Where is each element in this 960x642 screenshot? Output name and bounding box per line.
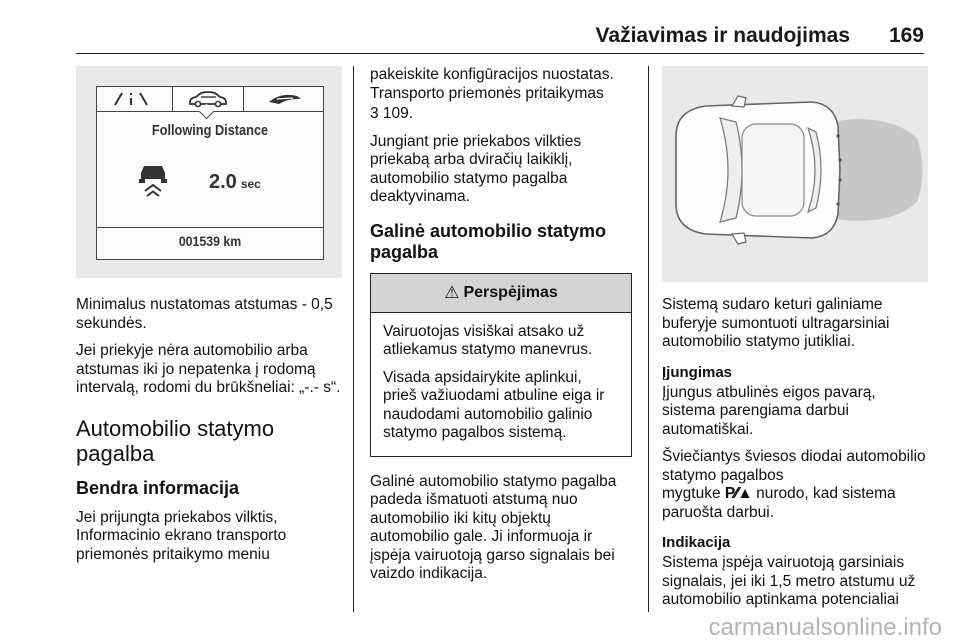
page-reference: 3 109. — [370, 105, 414, 122]
paragraph: Sistema įspėja vairuotoją garsiniais signalais, jei iki 1,5 metro atstumu už automobilio aptinkama potencialiai — [662, 554, 916, 608]
page-header-title: Važiavimas ir naudojimas — [595, 24, 850, 47]
warning-paragraph: Vairuotojas visiškai atsako už atliekamus statymo manevrus. — [383, 322, 593, 358]
watermark-text: carmanualsonline.info — [708, 614, 942, 641]
header-rule — [76, 53, 924, 54]
column-divider-1 — [353, 66, 354, 612]
watermark — [709, 614, 942, 642]
paragraph: Įjungus atbulinės eigos pavarą, sistema parengiama darbui automatiškai. — [662, 383, 876, 438]
paragraph-with-icon — [662, 485, 926, 522]
paragraph: Sistemą sudaro keturi galiniame buferyje sumontuoti ultragarsiniai automobilio statymo jutikliai. — [662, 296, 890, 350]
warning-title: Perspėjimas — [463, 283, 558, 301]
subsection-heading: Bendra informacija — [76, 477, 240, 498]
parking-icon-letter: P — [724, 485, 735, 502]
subsection-heading: Galinė automobilio statymo pagalba — [370, 220, 607, 262]
text-fragment: nurodo, kad sistema paruošta darbui. — [662, 485, 896, 521]
figure-parking-sensor-zone — [662, 66, 928, 282]
paragraph: pakeiskite konfigūracijos nuostatas. Transporto priemonės pritaikymas — [370, 66, 614, 102]
distance-unit: sec — [240, 177, 261, 191]
cluster-display-screen — [96, 86, 324, 260]
odometer-readout: 001539 km — [178, 233, 242, 249]
warning-paragraph: Visada apsidairykite aplinkui, prieš važiuodami atbuline eiga ir naudodami automobilio galinio statymo pagalbos sistemą. — [383, 368, 605, 441]
distance-value: 2.0 — [209, 171, 237, 193]
dashboard-icon — [257, 87, 313, 111]
subheading: Indikacija — [662, 534, 731, 551]
paragraph: Minimalus nustatomas atstumas - 0,5 sekundės. — [76, 296, 333, 332]
column-3 — [662, 66, 926, 619]
text-fragment: mygtuke — [662, 485, 721, 502]
column-2 — [370, 66, 632, 593]
page-number: 169 — [888, 24, 924, 47]
paragraph: Galinė automobilio statymo pagalba padeda išmatuoti atstumą nuo automobilio iki kitų objektų automobilio gale. Ji informuoja ir įspėja vairuotoją garso signalais bei vaizdo indikacija. — [370, 472, 617, 582]
display-bottom-rule — [97, 227, 323, 228]
warning-header — [371, 274, 631, 313]
following-distance-value — [209, 171, 261, 194]
warning-triangle-icon: ⚠ — [444, 282, 460, 302]
parking-assist-button-icon: P⁄⁄▲ — [724, 485, 752, 502]
subheading: Įjungimas — [662, 363, 733, 381]
column-divider-2 — [648, 66, 649, 612]
warning-body — [371, 313, 631, 456]
column-1 — [76, 66, 342, 573]
paragraph: Jungiant prie priekabos vilkties priekabą arba dviračių laikiklį, automobilio statymo pagalba deaktyvinama. — [370, 132, 582, 205]
paragraph: Šviečiantys šviesos diodai automobilio statymo pagalbos — [662, 448, 926, 484]
car-top-view-illustration — [662, 66, 928, 282]
warning-box — [370, 273, 632, 457]
section-heading: Automobilio statymo pagalba — [76, 415, 275, 466]
figure-cluster-display — [76, 66, 342, 278]
road-info-icon — [111, 87, 151, 111]
paragraph: Jei priekyje nėra automobilio arba atstumas iki jo nepatenka į rodomą intervalą, rodomi du brūkšneliai: „-.- s“. — [76, 342, 341, 396]
display-title: Following Distance — [151, 123, 269, 139]
following-distance-icon — [133, 163, 173, 202]
paragraph: Jei prijungta priekabos vilktis, Informacinio ekrano transporto priemonės pritaikymo meniu — [76, 508, 287, 563]
